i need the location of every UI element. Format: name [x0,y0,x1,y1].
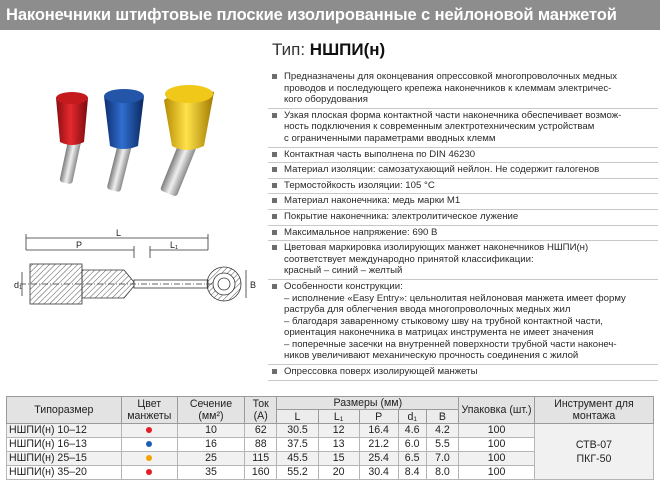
type-prefix: Тип: [272,40,310,59]
col-pack-header: Упаковка (шт.) [459,397,535,424]
technical-drawing [12,228,264,328]
feature-item: Предназначены для оконцевания опрессовкой многопроволочных медных проводов и последующего крепежа наконечников к клеммам электричес- кого оборудования [268,70,658,109]
feature-item: Термостойкость изоляции: 105 °С [268,179,658,195]
col-tool-header: Инструмент для монтажа [534,397,653,424]
dim-d1-header: d₁ [398,410,426,424]
type-title [272,40,385,60]
table-row: НШПИ(н) 16–13 16 88 37.5 13 21.2 6.0 5.5 100 [7,438,654,452]
feature-list [268,70,658,381]
bullet-square-icon [272,183,277,188]
color-dot-blue-icon [146,441,152,447]
table-row: НШПИ(н) 35–20 35 160 55.2 20 30.4 8.4 8.0 100 [7,466,654,480]
color-dot-red-icon [146,427,152,433]
product-photo [26,82,266,200]
feature-item: Узкая плоская форма контактной части наконечника обеспечивает возмож- ность подключения к современным электротехническим устройствам с ограниченными параметрами вводных клемм [268,109,658,148]
dim-L1-label: L₁ [170,240,179,250]
feature-item: Опрессовка поверх изолирующей манжеты [268,365,658,381]
dim-d1-label: d₁ [14,280,23,290]
tool-name: ПКГ-50 [576,452,612,465]
bullet-square-icon [272,198,277,203]
feature-item: Материал наконечника: медь марки М1 [268,194,658,210]
col-current-header: Ток (А) [245,397,277,424]
dim-P-header: P [359,410,398,424]
dim-B-header: B [426,410,458,424]
yellow-terminal-icon [160,85,214,197]
dim-L1-header: L₁ [318,410,359,424]
bullet-square-icon [272,74,277,79]
spec-table [6,396,654,480]
feature-item: Материал изоляции: самозатухающий нейлон. Не содержит галогенов [268,163,658,179]
col-model-header: Типоразмер [7,397,122,424]
bullet-square-icon [272,113,277,118]
bullet-square-icon [272,284,277,289]
col-dims-header: Размеры (мм) [277,397,459,410]
tool-name: СТВ-07 [575,438,613,451]
bullet-square-icon [272,167,277,172]
feature-item: Особенности конструкции: – исполнение «Easy Entry»: цельнолитая нейлоновая манжета имеет форму раструба для облегчения ввода многопроволочных медных жил – благодаря заваренному стыковому шву на трубной контактной части, ориентация наконечника в матрицах инструмента не имеет значения – поперечные засечки на внутренней поверхности трубной части наконеч- ников увеличивают механическую прочность соединения с жилой [268,280,658,365]
dim-B-label: B [250,280,257,290]
type-code: НШПИ(н) [309,40,386,59]
bullet-square-icon [272,214,277,219]
red-terminal-icon [56,92,88,184]
blue-terminal-icon [104,89,144,192]
table-row: НШПИ(н) 25–15 25 115 45.5 15 25.4 6.5 7.0 100 [7,452,654,466]
dim-L-header: L [277,410,318,424]
color-dot-red-icon [146,469,152,475]
bullet-square-icon [272,230,277,235]
table-row: НШПИ(н) 10–12 10 62 30.5 12 16.4 4.6 4.2 100 СТВ-07 ПКГ-50 [7,424,654,438]
feature-item: Цветовая маркировка изолирующих манжет наконечников НШПИ(н) соответствует международно принятой классификации: красный – синий – желтый [268,241,658,280]
bullet-square-icon [272,245,277,250]
col-section-header: Сечение (мм²) [177,397,244,424]
feature-item: Контактная часть выполнена по DIN 46230 [268,148,658,164]
col-color-header: Цвет манжеты [121,397,177,424]
tool-cell [534,424,653,480]
dim-P-label: P [76,240,83,250]
bullet-square-icon [272,152,277,157]
bullet-square-icon [272,369,277,374]
feature-item: Покрытие наконечника: электролитическое лужение [268,210,658,226]
feature-item: Максимальное напряжение: 690 В [268,226,658,242]
color-dot-yellow-icon [146,455,152,461]
page-title: Наконечники штифтовые плоские изолированные с нейлоновой манжетой [6,6,617,24]
page-header [0,0,660,30]
dim-L-label: L [116,228,122,238]
